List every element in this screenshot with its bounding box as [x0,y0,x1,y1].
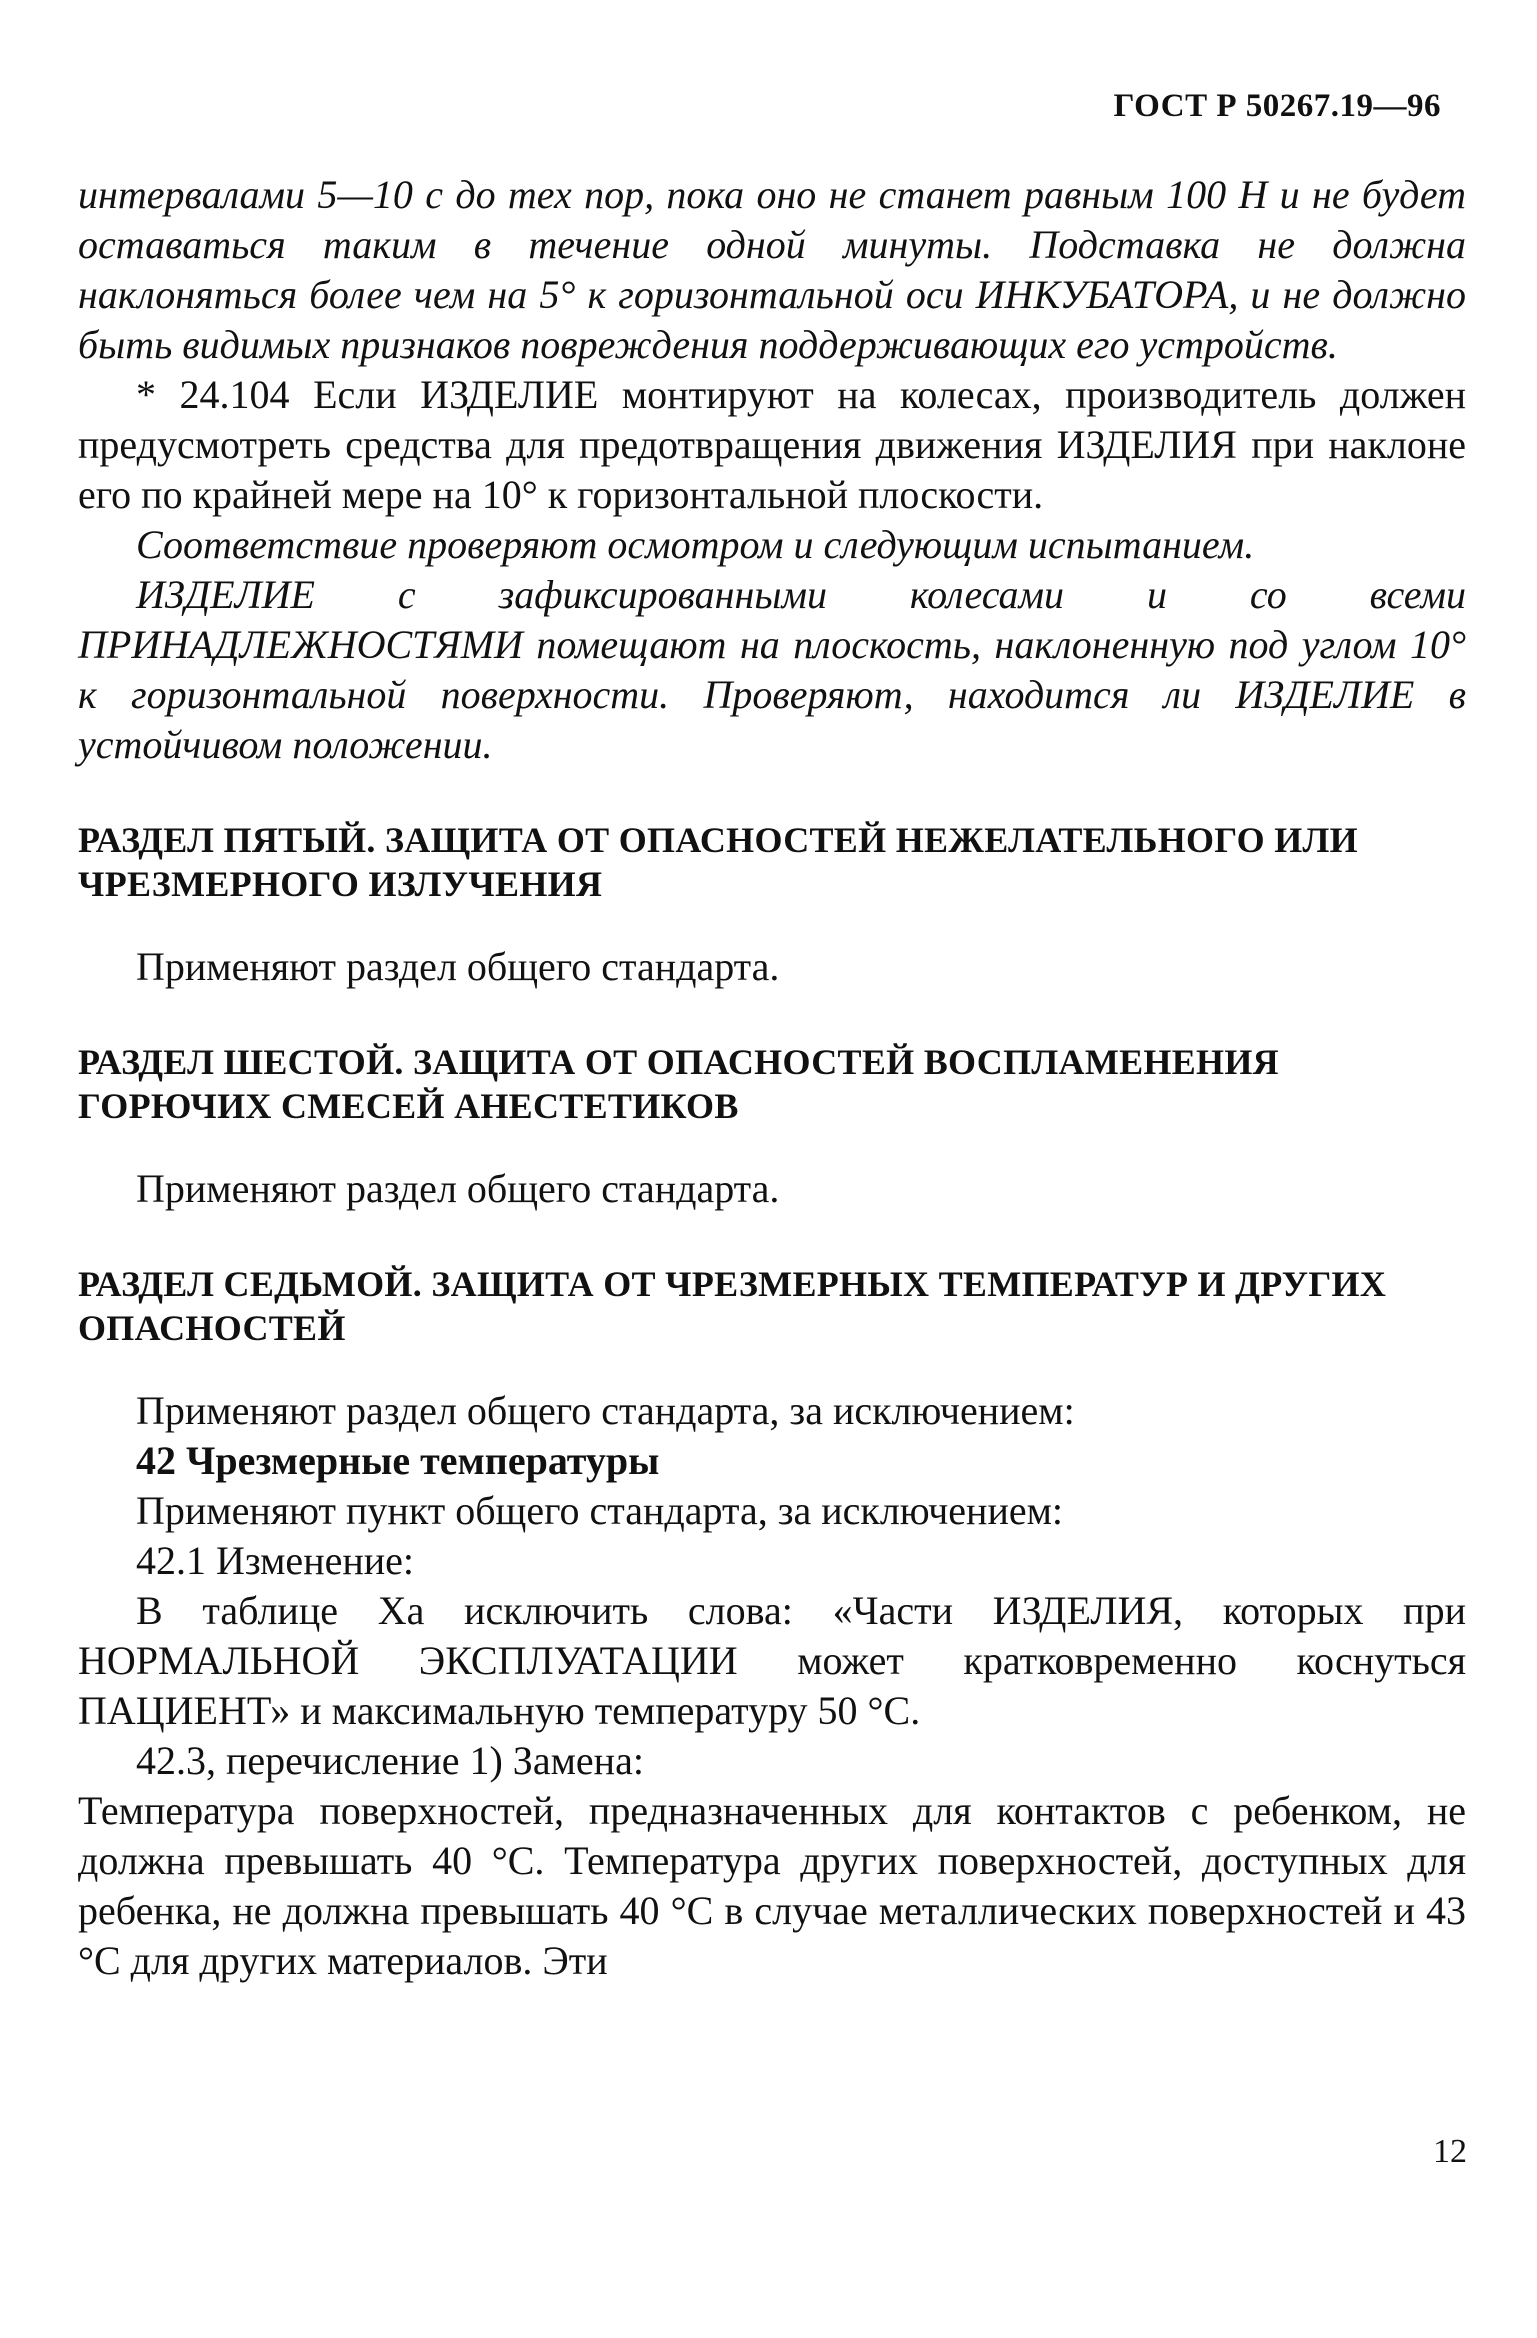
clause-42-3-text: Температура поверхностей, предназначенных для контактов с ребенком, не должна превышать 40 °С. Температура других поверхностей, доступных для ребенка, не должна превышать 40 °С в случае металлических поверхностей и 43 °С для других материалов. Эти [78,1788,1466,1983]
page-body [78,170,1466,1986]
clause-42-3-heading: 42.3, перечисление 1) Замена: [136,1738,644,1783]
paragraph-test-procedure: ИЗДЕЛИЕ с зафиксированными колесами и со всеми ПРИНАДЛЕЖНОСТЯМИ помещают на плоскость, наклоненную под углом 10° к горизонтальной поверхности. Проверяют, находится ли ИЗДЕЛИЕ в устойчивом положении. [78,572,1466,767]
paragraph-test-continuation: интервалами 5—10 с до тех пор, пока оно не станет равным 100 Н и не будет оставаться таким в течение одной минуты. Подставка не должна наклоняться более чем на 5° к горизонтальной оси ИНКУБАТОРА, и не должно быть видимых признаков повреждения поддерживающих его устройств. [78,172,1466,367]
section-5-text: Применяют раздел общего стандарта. [136,944,780,989]
page-number: 12 [1433,2133,1467,2170]
paragraph-compliance-check: Соответствие проверяют осмотром и следующим испытанием. [136,522,1255,567]
clause-42-1-heading: 42.1 Изменение: [136,1538,415,1583]
clause-42-text: Применяют пункт общего стандарта, за исключением: [136,1488,1064,1533]
section-7-text: Применяют раздел общего стандарта, за исключением: [136,1388,1075,1433]
standard-code-header: ГОСТ Р 50267.19—96 [1113,88,1441,124]
paragraph-clause-24-104: * 24.104 Если ИЗДЕЛИЕ монтируют на колесах, производитель должен предусмотреть средства для предотвращения движения ИЗДЕЛИЯ при наклоне его по крайней мере на 10° к горизонтальной плоскости. [78,372,1466,517]
section-5-heading: РАЗДЕЛ ПЯТЫЙ. ЗАЩИТА ОТ ОПАСНОСТЕЙ НЕЖЕЛАТЕЛЬНОГО ИЛИ ЧРЕЗМЕРНОГО ИЗЛУЧЕНИЯ [78,820,1358,904]
clause-42-heading: 42 Чрезмерные температуры [136,1438,660,1483]
section-6-text: Применяют раздел общего стандарта. [136,1166,780,1211]
section-7-heading: РАЗДЕЛ СЕДЬМОЙ. ЗАЩИТА ОТ ЧРЕЗМЕРНЫХ ТЕМПЕРАТУР И ДРУГИХ ОПАСНОСТЕЙ [78,1264,1387,1348]
section-6-heading: РАЗДЕЛ ШЕСТОЙ. ЗАЩИТА ОТ ОПАСНОСТЕЙ ВОСПЛАМЕНЕНИЯ ГОРЮЧИХ СМЕСЕЙ АНЕСТЕТИКОВ [78,1042,1279,1126]
clause-42-1-text: В таблице Ха исключить слова: «Части ИЗДЕЛИЯ, которых при НОРМАЛЬНОЙ ЭКСПЛУАТАЦИИ может кратковременно коснуться ПАЦИЕНТ» и максимальную температуру 50 °С. [78,1588,1466,1733]
